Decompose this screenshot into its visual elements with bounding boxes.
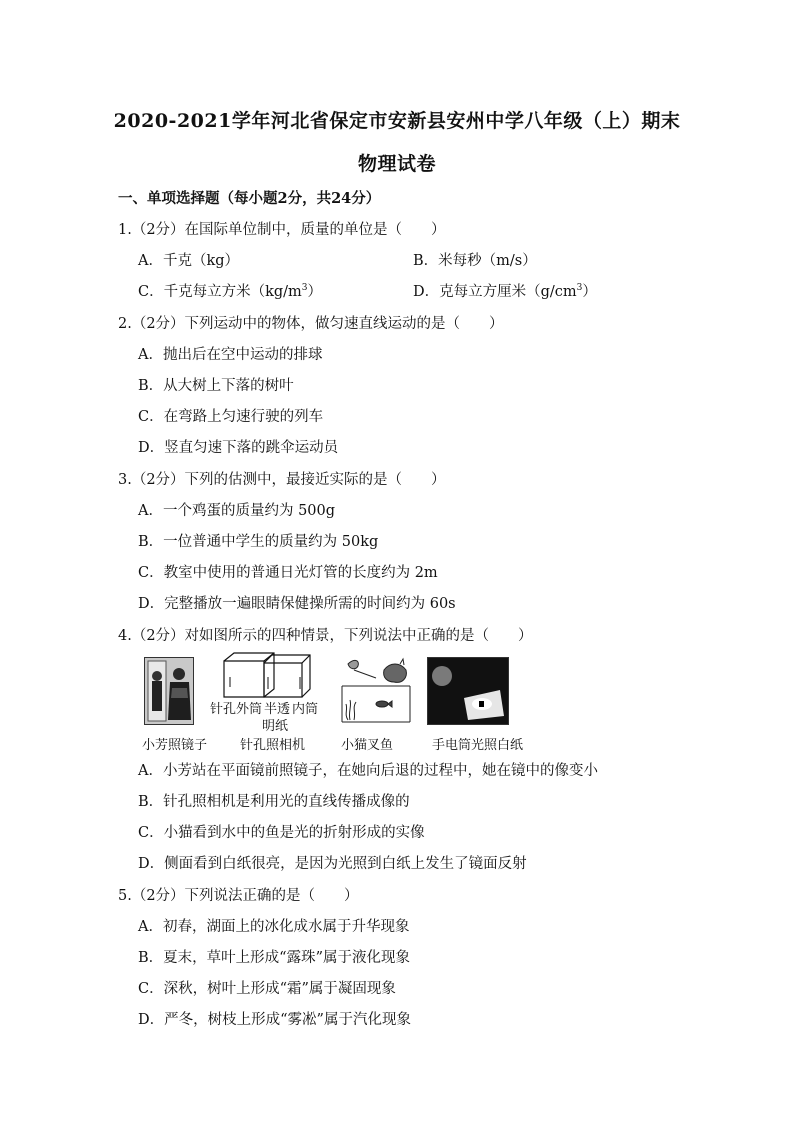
question-3-option-b: B．一位普通中学生的质量约为 50kg [138,534,379,550]
question-1-stem: 1.（2分）在国际单位制中，质量的单位是（ ） [118,222,446,238]
question-2-option-b: B．从大树上下落的树叶 [138,378,294,394]
option-d-superscript: 3 [576,283,583,294]
question-2-stem: 2.（2分）下列运动中的物体，做匀速直线运动的是（ ） [118,316,504,332]
flashlight-photo-image [428,658,508,724]
option-d-text: D．克每立方厘米（g/cm [413,284,577,300]
exam-title-line1: 2020-2021学年河北省保定市安新县安州中学八年级（上）期末 [113,110,681,132]
label-pinhole-outer-tube: 针孔外筒 [210,702,263,717]
cat-fishing-drawing [340,656,412,724]
question-1-option-a: A．千克（kg） [138,253,240,269]
pinhole-camera-drawing [204,651,328,701]
exam-title-line2: 物理试卷 [357,153,436,175]
caption-cat-fishing: 小猫叉鱼 [341,738,394,753]
caption-mirror: 小芳照镜子 [142,738,208,753]
question-5-option-a: A．初春，湖面上的冰化成水属于升华现象 [138,919,410,935]
question-2-option-a: A．抛出后在空中运动的排球 [138,347,323,363]
question-4-stem: 4.（2分）对如图所示的四种情景，下列说法中正确的是（ ） [118,628,533,644]
option-c-close: ） [307,284,323,300]
label-inner-tube: 内筒 [292,702,319,717]
question-1-option-d [413,280,597,301]
question-3-option-a: A．一个鸡蛋的质量约为 500g [138,503,336,519]
mirror-photo [144,657,194,725]
question-4-option-a: A．小芳站在平面镜前照镜子，在她向后退的过程中，她在镜中的像变小 [138,763,598,779]
option-d-close: ） [582,284,597,300]
question-4-option-b: B．针孔照相机是利用光的直线传播成像的 [138,794,410,810]
question-1-option-c [138,280,322,301]
question-3-option-d: D．完整播放一遍眼睛保健操所需的时间约为 60s [138,596,456,612]
question-3-stem: 3.（2分）下列的估测中，最接近实际的是（ ） [118,472,446,488]
question-3-option-c: C．教室中使用的普通日光灯管的长度约为 2m [138,565,438,581]
question-1-option-b: B．米每秒（m/s） [413,253,537,269]
flashlight-photo [427,657,509,725]
question-2-option-c: C．在弯路上匀速行驶的列车 [138,409,324,425]
question-5-option-b: B．夏末，草叶上形成“露珠”属于液化现象 [138,950,410,966]
caption-pinhole-camera: 针孔照相机 [240,738,306,753]
option-c-text: C．千克每立方米（kg/m [138,284,302,300]
label-semi-transparent: 半透 [264,702,291,717]
mirror-photo-image [145,658,193,724]
question-5-option-c: C．深秋，树叶上形成“霜”属于凝固现象 [138,981,396,997]
section-heading: 一、单项选择题（每小题2分，共24分） [118,190,381,207]
question-5-stem: 5.（2分）下列说法正确的是（ ） [118,888,359,904]
question-4-option-d: D．侧面看到白纸很亮，是因为光照到白纸上发生了镜面反射 [138,856,527,872]
question-4-option-c: C．小猫看到水中的鱼是光的折射形成的实像 [138,825,425,841]
question-5-option-d: D．严冬，树枝上形成“雾凇”属于汽化现象 [138,1012,411,1028]
caption-flashlight: 手电筒光照白纸 [432,738,524,753]
question-2-option-d: D．竖直匀速下落的跳伞运动员 [138,440,339,456]
option-c-superscript: 3 [301,283,308,294]
label-paper: 明纸 [262,719,289,734]
